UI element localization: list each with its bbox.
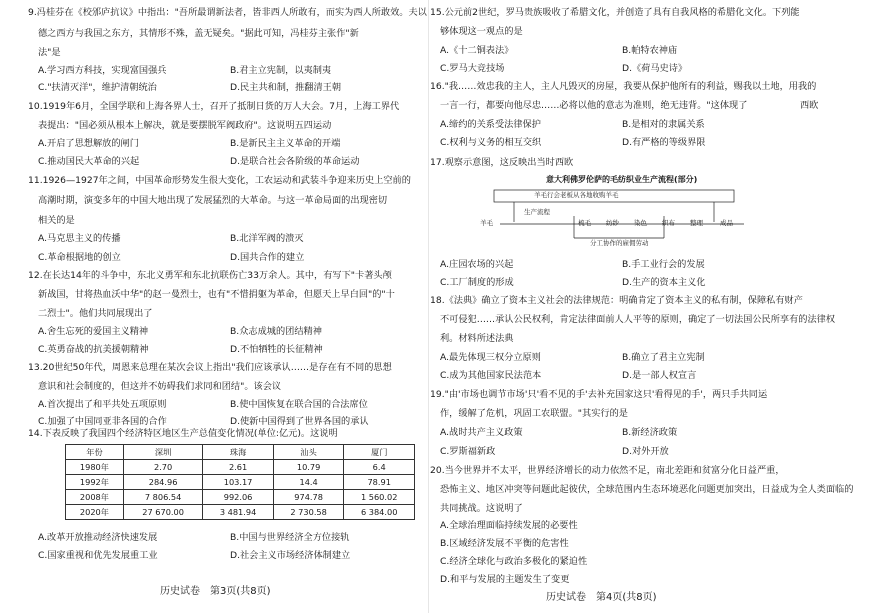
q18-option-c[interactable]: C.成为其他国家民法范本 <box>440 370 542 381</box>
q12-stem-line3: 二烈士"。他们共同展现出了 <box>38 308 153 319</box>
q17-option-c[interactable]: C.工厂制度的形成 <box>440 277 514 288</box>
q9-option-d[interactable]: D.民主共和制，推翻清王朝 <box>230 82 342 93</box>
table-row <box>66 460 415 475</box>
page-footer-right: 历史试卷 第4页(共8页) <box>546 592 657 603</box>
q18-option-a[interactable]: A.最先体现三权分立原则 <box>440 352 541 363</box>
q16-option-c[interactable]: C.权利与义务的相互交织 <box>440 137 542 148</box>
q18-stem-line2: 不可侵犯……承认公民权利，肯定法律面前人人平等的原则，确定了一切法国公民所享有的法律权 <box>440 314 836 325</box>
q11-option-b[interactable]: B.北洋军阀的溃灭 <box>230 233 304 244</box>
q16-option-d[interactable]: D.有严格的等级界限 <box>622 137 706 148</box>
table-cell: 27 670.00 <box>123 505 202 520</box>
page-footer-left: 历史试卷 第3页(共8页) <box>160 586 271 597</box>
q17-option-d[interactable]: D.生产的资本主义化 <box>622 277 706 288</box>
table-cell: 2 730.58 <box>273 505 344 520</box>
q11-stem-line3: 相关的是 <box>38 215 75 226</box>
table-header-cell: 汕头 <box>273 445 344 460</box>
exam-page-3 <box>0 0 430 613</box>
q11-stem-line2: 高潮时期，演变多年的中国大地出现了发展猛烈的大革命。与这一革命局面的出现密切 <box>38 195 388 206</box>
diagram-node: 织布 <box>662 219 675 227</box>
table-cell: 974.78 <box>273 490 344 505</box>
q20-option-c[interactable]: C.经济全球化与政治多极化的紧迫性 <box>440 556 588 567</box>
diagram-node: 生产流程 <box>524 208 550 216</box>
q11-stem-line1: 11.1926—1927年之间，中国革命形势发生很大变化，工农运动和武装斗争迎来历史上空前的 <box>28 175 411 186</box>
table-header-row <box>66 445 415 460</box>
q9-stem-line2: 德之西方与我国之东方，其情形不殊，盖无疑矣。"据此可知，冯桂芬主张作"新 <box>38 28 359 39</box>
diagram-node: 染色 <box>634 219 647 227</box>
q13-option-c[interactable]: C.加强了中国同亚非各国的合作 <box>38 416 167 427</box>
table-cell: 103.17 <box>203 475 274 490</box>
q12-option-d[interactable]: D.不怕牺牲的长征精神 <box>230 344 323 355</box>
table-cell: 2.70 <box>123 460 202 475</box>
table-cell: 78.91 <box>344 475 415 490</box>
q20-option-b[interactable]: B.区域经济发展不平衡的危害性 <box>440 538 569 549</box>
q16-stem-line2: 一言一行，都要向他尽忠……必将以他的意志为准则，绝无违背。"这体现了 <box>440 100 748 111</box>
table-cell: 2008年 <box>66 490 124 505</box>
q19-stem-line1: 19."由'市场也调节市场'只'看不见的手'去补充国家这只'看得见的手'，两只手共同运 <box>430 389 768 400</box>
q12-stem-line1: 12.在长达14年的斗争中，东北义勇军和东北抗联伤亡33万余人。其中，有写下"卡著头颅 <box>28 270 392 281</box>
q14-stem-line1: 14.下表反映了我国四个经济特区地区生产总值变化情况(单位:亿元)。这说明 <box>28 428 338 439</box>
table-row <box>66 475 415 490</box>
q19-option-d[interactable]: D.对外开放 <box>622 446 669 457</box>
q15-stem-line2: 够体现这一观点的是 <box>440 26 523 37</box>
table-header-cell: 深圳 <box>123 445 202 460</box>
q10-option-a[interactable]: A.开启了思想解放的闸门 <box>38 138 139 149</box>
q10-option-d[interactable]: D.是联合社会各阶级的革命运动 <box>230 156 360 167</box>
q13-option-b[interactable]: B.使中国恢复在联合国的合法席位 <box>230 399 368 410</box>
diagram-node: 羊毛 <box>480 219 493 227</box>
q12-option-c[interactable]: C.英勇奋战的抗美援朝精神 <box>38 344 149 355</box>
q20-option-d[interactable]: D.和平与发展的主题发生了变更 <box>440 574 570 585</box>
table-cell: 6 384.00 <box>344 505 415 520</box>
q18-stem-line3: 利。材料所述法典 <box>440 333 514 344</box>
q18-option-d[interactable]: D.是一部人权宣言 <box>622 370 697 381</box>
q17-stem-line1: 17.观察示意图，这反映出当时西欧 <box>430 157 574 168</box>
q12-option-b[interactable]: B.众志成城的团结精神 <box>230 326 322 337</box>
table-cell: 2.61 <box>203 460 274 475</box>
table-cell: 10.79 <box>273 460 344 475</box>
q11-option-c[interactable]: C.革命根据地的创立 <box>38 252 121 263</box>
q19-option-b[interactable]: B.新经济政策 <box>622 427 678 438</box>
q10-stem-line1: 10.1919年6月，全国学联和上海各界人士，召开了抵制日货的万人大会。7月，上海工界代 <box>28 101 400 112</box>
table-cell: 2020年 <box>66 505 124 520</box>
q15-option-a[interactable]: A.《十二铜表法》 <box>440 45 514 56</box>
table-cell: 284.96 <box>123 475 202 490</box>
q16-option-a[interactable]: A.缔约的关系受法律保护 <box>440 119 541 130</box>
table-row <box>66 490 415 505</box>
gdp-table <box>65 444 415 520</box>
q14-option-a[interactable]: A.改革开放推动经济快速发展 <box>38 532 158 543</box>
table-header-cell: 厦门 <box>344 445 415 460</box>
q10-stem-line2: 表提出："国必须从根本上解决，就是要摆脱军阀政府"。这说明五四运动 <box>38 120 332 131</box>
table-row <box>66 505 415 520</box>
diagram-top-label: 羊毛行会老板从各地收购羊毛 <box>534 191 619 199</box>
q17-option-a[interactable]: A.庄园农场的兴起 <box>440 259 514 270</box>
q19-option-a[interactable]: A.战时共产主义政策 <box>440 427 523 438</box>
table-cell: 7 806.54 <box>123 490 202 505</box>
exam-page-4 <box>430 0 870 613</box>
q15-stem-line1: 15.公元前2世纪，罗马贵族吸收了希腊文化，并创造了具有自我风格的希腊化文化。下列能 <box>430 7 800 18</box>
table-cell: 1 560.02 <box>344 490 415 505</box>
diagram-caption: 意大利佛罗伦萨的毛纺织业生产流程(部分) <box>546 175 698 184</box>
q20-stem-line3: 共同挑战。这说明了 <box>440 503 523 514</box>
table-cell: 1980年 <box>66 460 124 475</box>
q20-stem-line1: 20.当今世界并不太平，世界经济增长的动力依然不足，南北差距和贫富分化日益严重， <box>430 465 785 476</box>
q16-stem-line1: 16."我……效忠我的主人，主人凡毁灭的房屋，我要从保护他所有的利益，赐我以土地，用我的 <box>430 81 817 92</box>
q10-option-b[interactable]: B.是新民主主义革命的开端 <box>230 138 341 149</box>
diagram-bottom-label: 分工协作的雇佣劳动 <box>590 239 649 247</box>
table-header-cell: 珠海 <box>203 445 274 460</box>
q19-option-c[interactable]: C.罗斯福新政 <box>440 446 496 457</box>
q18-option-b[interactable]: B.确立了君主立宪制 <box>622 352 705 363</box>
q9-stem-line1: 9.冯桂芬在《校邠庐抗议》中指出："吾所最谓新法者，皆非西人所敢有，而实为西人所敢效。夫以 <box>28 7 427 18</box>
table-cell: 3 481.94 <box>203 505 274 520</box>
diagram-node: 梳毛 <box>578 219 591 227</box>
table-cell: 1992年 <box>66 475 124 490</box>
q16-option-b[interactable]: B.是相对的隶属关系 <box>622 119 705 130</box>
q15-option-b[interactable]: B.帕特农神庙 <box>622 45 678 56</box>
q14-option-d[interactable]: D.社会主义市场经济体制建立 <box>230 550 351 561</box>
table-cell: 6.4 <box>344 460 415 475</box>
q12-option-a[interactable]: A.舍生忘死的爱国主义精神 <box>38 326 149 337</box>
q9-option-a[interactable]: A.学习西方科技，实现富国强兵 <box>38 65 167 76</box>
q13-option-d[interactable]: D.使新中国得到了世界各国的承认 <box>230 416 369 427</box>
q9-option-b[interactable]: B.君主立宪制，以夷制夷 <box>230 65 332 76</box>
q13-stem-line2: 意识和社会制度的，但这并不妨碍我们求同和团结"。该会议 <box>38 381 282 392</box>
q17-option-b[interactable]: B.手工业行会的发展 <box>622 259 705 270</box>
q15-option-c[interactable]: C.罗马大竞技场 <box>440 63 505 74</box>
q10-option-c[interactable]: C.推动国民大革命的兴起 <box>38 156 140 167</box>
table-header-cell: 年份 <box>66 445 124 460</box>
q14-option-b[interactable]: B.中国与世界经济全方位接轨 <box>230 532 350 543</box>
q12-stem-line2: 新战国，甘将热血沃中华"的赵一曼烈士，也有"不惜捐躯为革命，但愿天上早白回"的"十 <box>38 289 395 300</box>
q20-stem-line2: 恐怖主义、地区冲突等问题此起彼伏，全球范围内生态环境恶化问题更加突出，日益成为全人类面临的 <box>440 484 854 495</box>
q16-stem-line3: 西欧 <box>800 100 819 111</box>
q15-option-d[interactable]: D.《荷马史诗》 <box>622 63 688 74</box>
q13-stem-line1: 13.20世纪50年代，周恩来总理在某次会议上指出"我们应该承认……是存在有不同的思想 <box>28 362 392 373</box>
diagram-node: 成品 <box>720 219 733 227</box>
q11-option-d[interactable]: D.国共合作的建立 <box>230 252 305 263</box>
q13-option-a[interactable]: A.首次提出了和平共处五项原则 <box>38 399 167 410</box>
q20-option-a[interactable]: A.全球治理面临持续发展的必要性 <box>440 520 578 531</box>
q9-stem-line3: 法"是 <box>38 47 61 58</box>
table-cell: 14.4 <box>273 475 344 490</box>
q18-stem-line1: 18.《法典》确立了资本主义社会的法律规范：明确肯定了资本主义的私有制，保障私有财产 <box>430 295 803 306</box>
diagram-node: 纺纱 <box>606 219 619 227</box>
table-cell: 992.06 <box>203 490 274 505</box>
production-flow-diagram <box>474 176 754 252</box>
q9-option-c[interactable]: C."扶清灭洋"，维护清朝统治 <box>38 82 157 93</box>
q14-option-c[interactable]: C.国家重视和优先发展重工业 <box>38 550 158 561</box>
diagram-node: 整理 <box>690 219 703 227</box>
q11-option-a[interactable]: A.马克思主义的传播 <box>38 233 121 244</box>
q19-stem-line2: 作，缓解了危机，巩固工农联盟。"其实行的是 <box>440 408 628 419</box>
